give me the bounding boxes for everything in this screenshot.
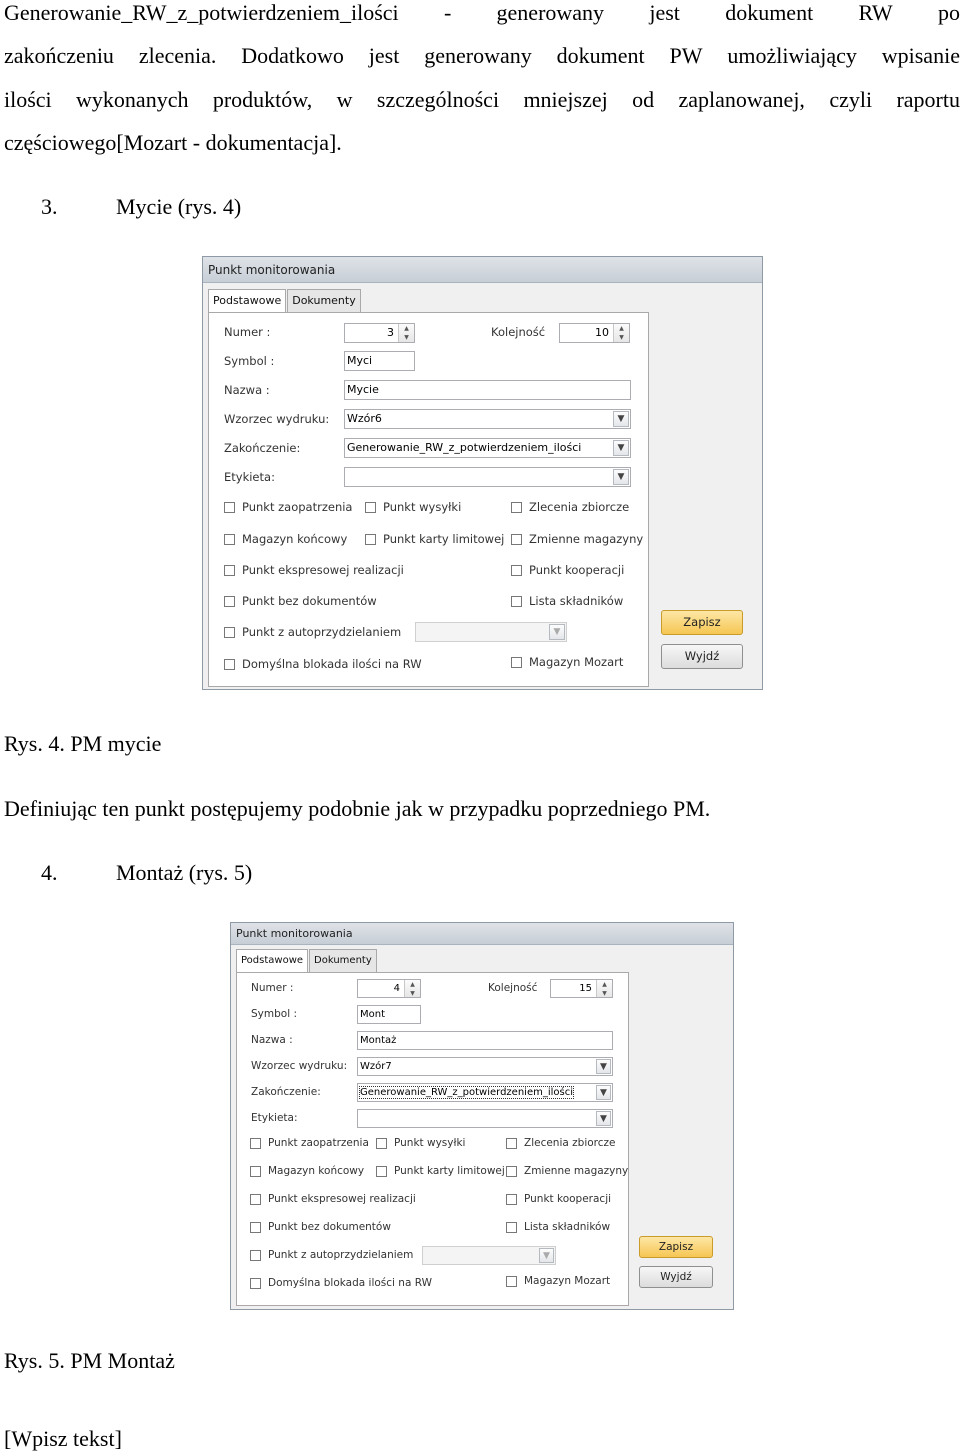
chevron-down-icon[interactable]: ▼: [596, 1111, 611, 1126]
label-etykieta: Etykieta:: [224, 470, 275, 484]
checkbox-box[interactable]: [224, 502, 235, 513]
word: ilości: [4, 87, 52, 112]
word: jest: [368, 43, 400, 68]
heading-4-number: 4.: [41, 860, 58, 885]
checkbox-box[interactable]: [506, 1138, 517, 1149]
checkbox-box[interactable]: [506, 1276, 517, 1287]
label-nazwa: Nazwa :: [224, 383, 270, 397]
word: Dodatkowo: [241, 43, 344, 68]
checkbox-autoprzydzielanie[interactable]: [224, 625, 401, 639]
word: wykonanych: [76, 87, 189, 112]
checkbox-box[interactable]: [376, 1166, 387, 1177]
label-zakonczenie: Zakończenie:: [251, 1086, 321, 1098]
word: szczególności: [376, 87, 500, 112]
checkbox-autoprzydzielanie[interactable]: [250, 1249, 413, 1261]
word: zaplanowanej,: [678, 87, 805, 112]
heading-4-text: Montaż (rys. 5): [116, 860, 253, 885]
word: jest: [649, 0, 680, 25]
kolejnosc-value: 10: [595, 326, 609, 339]
dialog-mycie: [202, 256, 763, 690]
word: czyli: [829, 87, 873, 112]
checkbox-domyslna-blokada[interactable]: [250, 1277, 432, 1289]
chevron-down-icon[interactable]: ▼: [613, 469, 629, 485]
autoprzydzielanie-select: [415, 622, 567, 642]
word: RW: [858, 0, 893, 25]
checkbox-punkt-zaopatrzenia[interactable]: [224, 500, 352, 514]
kolejnosc-input[interactable]: [559, 323, 630, 343]
checkbox-box[interactable]: [224, 565, 235, 576]
save-button[interactable]: Zapisz: [639, 1236, 713, 1258]
checkbox-box[interactable]: [365, 534, 376, 545]
checkbox-punkt-wysylki[interactable]: [365, 500, 461, 514]
zakonczenie-value: Generowanie_RW_z_potwierdzeniem_ilości: [360, 1087, 574, 1098]
checkbox-label: Punkt z autoprzydzielaniem: [242, 625, 402, 639]
numer-input[interactable]: [344, 323, 415, 343]
word: Generowanie_RW_z_potwierdzeniem_ilości: [4, 0, 399, 25]
label-symbol: Symbol :: [224, 354, 275, 368]
kolejnosc-spinner[interactable]: ▲ ▼: [596, 980, 612, 997]
checkbox-domyslna-blokada[interactable]: [224, 657, 422, 671]
tab-dokumenty[interactable]: Dokumenty: [287, 289, 360, 312]
checkbox-label: Magazyn Mozart: [524, 1275, 611, 1287]
checkbox-label: Punkt ekspresowej realizacji: [268, 1193, 416, 1205]
dialog-title: Punkt monitorowania: [231, 923, 733, 945]
label-wzorzec: Wzorzec wydruku:: [224, 412, 330, 426]
checkbox-box[interactable]: [506, 1194, 517, 1205]
paragraph-definiujac: Definiując ten punkt postępujemy podobnie jak w przypadku poprzedniego PM.: [4, 796, 711, 821]
checkbox-label: Punkt kooperacji: [529, 563, 625, 577]
checkbox-lista-skladnikow[interactable]: [511, 594, 623, 608]
label-kolejnosc: Kolejność: [488, 982, 538, 994]
dialog-montaz: [230, 922, 734, 1310]
label-nazwa: Nazwa :: [251, 1034, 293, 1046]
word: po: [937, 0, 960, 25]
label-etykieta: Etykieta:: [251, 1112, 298, 1124]
checkbox-label: Magazyn Mozart: [529, 655, 624, 669]
numer-input[interactable]: [357, 979, 421, 998]
caption-rys-4: Rys. 4. PM mycie: [4, 731, 162, 756]
checkbox-box[interactable]: [250, 1194, 261, 1205]
checkbox-label: Punkt ekspresowej realizacji: [242, 563, 404, 577]
zakonczenie-select[interactable]: [344, 438, 631, 458]
label-symbol: Symbol :: [251, 1008, 297, 1020]
heading-3-number: 3.: [41, 194, 58, 219]
checkbox-box[interactable]: [511, 502, 522, 513]
checkbox-box[interactable]: [511, 657, 522, 668]
checkbox-box[interactable]: [224, 659, 235, 670]
checkbox-label: Punkt zaopatrzenia: [242, 500, 353, 514]
checkbox-punkt-wysylki[interactable]: [376, 1137, 465, 1149]
checkbox-ekspresowej[interactable]: [224, 563, 404, 577]
word: dokument: [556, 43, 645, 68]
label-wzorzec: Wzorzec wydruku:: [251, 1060, 348, 1072]
checkbox-box[interactable]: [250, 1138, 261, 1149]
word: PW: [669, 43, 703, 68]
checkbox-kooperacji[interactable]: [506, 1193, 611, 1205]
wzorzec-value: Wzór7: [360, 1061, 392, 1072]
checkbox-box[interactable]: [224, 534, 235, 545]
word: generowany: [424, 43, 532, 68]
word: mniejszej: [523, 87, 608, 112]
checkbox-punkt-karty[interactable]: [376, 1165, 505, 1177]
footer-placeholder: [Wpisz tekst]: [4, 1426, 122, 1451]
exit-button[interactable]: Wyjdź: [661, 644, 743, 669]
chevron-down-icon[interactable]: ▼: [596, 1059, 611, 1074]
paragraph-line-4: częściowego[Mozart - dokumentacja].: [4, 130, 342, 155]
zakonczenie-select[interactable]: [357, 1083, 613, 1102]
label-numer: Numer :: [251, 982, 294, 994]
checkbox-label: Punkt kooperacji: [524, 1193, 612, 1205]
tab-dokumenty[interactable]: Dokumenty: [309, 949, 377, 972]
checkbox-label: Punkt bez dokumentów: [268, 1221, 391, 1233]
wzorzec-select[interactable]: [344, 409, 631, 429]
checkbox-zmienne-magazyny[interactable]: [506, 1165, 628, 1177]
checkbox-box[interactable]: [511, 565, 522, 576]
numer-spinner[interactable]: ▲ ▼: [404, 980, 420, 997]
autoprzydzielanie-select: [422, 1246, 556, 1265]
zakonczenie-value: Generowanie_RW_z_potwierdzeniem_ilości: [347, 441, 582, 454]
checkbox-punkt-karty[interactable]: [365, 532, 504, 546]
checkbox-label: Zlecenia zbiorcze: [524, 1137, 616, 1149]
word: -: [443, 0, 452, 25]
caption-rys-5: Rys. 5. PM Montaż: [4, 1348, 175, 1373]
kolejnosc-value: 15: [579, 983, 592, 994]
symbol-input[interactable]: Mont: [357, 1005, 421, 1024]
checkbox-kooperacji[interactable]: [511, 563, 624, 577]
word: umożliwiający: [727, 43, 857, 68]
checkbox-ekspresowej[interactable]: [250, 1193, 416, 1205]
checkbox-box[interactable]: [511, 534, 522, 545]
checkbox-label: Punkt wysyłki: [394, 1137, 466, 1149]
etykieta-select[interactable]: [344, 467, 631, 487]
chevron-down-icon: ▼: [539, 1248, 554, 1263]
word: raportu: [896, 87, 960, 112]
numer-value: 3: [387, 326, 394, 339]
heading-3-text: Mycie (rys. 4): [116, 194, 242, 219]
nazwa-input[interactable]: Mycie: [344, 380, 631, 400]
word: generowany: [496, 0, 605, 25]
checkbox-box[interactable]: [250, 1222, 261, 1233]
label-kolejnosc: Kolejność: [491, 325, 546, 339]
symbol-input[interactable]: Myci: [344, 351, 415, 371]
checkbox-label: Lista składników: [524, 1221, 611, 1233]
wzorzec-value: Wzór6: [347, 412, 382, 425]
chevron-down-icon[interactable]: ▼: [613, 440, 629, 456]
checkbox-label: Domyślna blokada ilości na RW: [268, 1277, 432, 1289]
tab-strip: [236, 949, 378, 973]
checkbox-label: Lista składników: [529, 594, 624, 608]
checkbox-box[interactable]: [224, 596, 235, 607]
checkbox-box[interactable]: [250, 1278, 261, 1289]
label-zakonczenie: Zakończenie:: [224, 441, 301, 455]
tab-podstawowe[interactable]: Podstawowe: [208, 289, 286, 314]
word: od: [632, 87, 655, 112]
checkbox-zmienne-magazyny[interactable]: [511, 532, 643, 546]
checkbox-label: Zmienne magazyny: [529, 532, 644, 546]
checkbox-box[interactable]: [365, 502, 376, 513]
word: produktów,: [212, 87, 313, 112]
checkbox-label: Domyślna blokada ilości na RW: [242, 657, 422, 671]
checkbox-label: Zlecenia zbiorcze: [529, 500, 630, 514]
checkbox-label: Punkt wysyłki: [383, 500, 462, 514]
checkbox-box[interactable]: [376, 1138, 387, 1149]
kolejnosc-spinner[interactable]: ▲ ▼: [613, 324, 629, 342]
nazwa-input[interactable]: Montaż: [357, 1031, 613, 1050]
checkbox-label: Punkt karty limitowej: [394, 1165, 505, 1177]
word: zlecenia.: [138, 43, 217, 68]
checkbox-box[interactable]: [506, 1166, 517, 1177]
checkbox-box[interactable]: [250, 1166, 261, 1177]
paragraph-line-2: [4, 43, 960, 69]
numer-spinner[interactable]: ▲ ▼: [398, 324, 414, 342]
word: wpisanie: [881, 43, 960, 68]
form-panel: [208, 312, 649, 687]
tab-strip: [208, 289, 362, 313]
exit-button[interactable]: Wyjdź: [639, 1266, 713, 1288]
form-panel: [236, 972, 629, 1306]
word: dokument: [725, 0, 814, 25]
chevron-down-icon: ▼: [549, 624, 565, 640]
etykieta-select[interactable]: [357, 1109, 613, 1128]
checkbox-magazyn-koncowy[interactable]: [224, 532, 347, 546]
wzorzec-select[interactable]: [357, 1057, 613, 1076]
paragraph-line-3: [4, 87, 960, 113]
checkbox-box[interactable]: [506, 1222, 517, 1233]
word: zakończeniu: [4, 43, 114, 68]
checkbox-bez-dokumentow[interactable]: [224, 594, 377, 608]
checkbox-magazyn-mozart[interactable]: [511, 655, 623, 669]
checkbox-box[interactable]: [250, 1250, 261, 1261]
checkbox-zlecenia-zbiorcze[interactable]: [511, 500, 629, 514]
checkbox-label: Punkt bez dokumentów: [242, 594, 377, 608]
kolejnosc-input[interactable]: [550, 979, 613, 998]
checkbox-zlecenia-zbiorcze[interactable]: [506, 1137, 616, 1149]
dialog-title: Punkt monitorowania: [203, 257, 762, 283]
checkbox-label: Punkt z autoprzydzielaniem: [268, 1249, 414, 1261]
tab-podstawowe[interactable]: Podstawowe: [236, 949, 308, 974]
checkbox-box[interactable]: [224, 627, 235, 638]
label-numer: Numer :: [224, 325, 271, 339]
numer-value: 4: [393, 983, 400, 994]
checkbox-label: Magazyn końcowy: [268, 1165, 365, 1177]
checkbox-bez-dokumentow[interactable]: [250, 1221, 391, 1233]
checkbox-lista-skladnikow[interactable]: [506, 1221, 610, 1233]
chevron-down-icon[interactable]: ▼: [613, 411, 629, 427]
checkbox-magazyn-koncowy[interactable]: [250, 1165, 364, 1177]
word: w: [336, 87, 353, 112]
checkbox-label: Magazyn końcowy: [242, 532, 348, 546]
chevron-down-icon[interactable]: ▼: [596, 1085, 611, 1100]
checkbox-label: Zmienne magazyny: [524, 1165, 629, 1177]
checkbox-label: Punkt zaopatrzenia: [268, 1137, 369, 1149]
checkbox-punkt-zaopatrzenia[interactable]: [250, 1137, 369, 1149]
checkbox-magazyn-mozart[interactable]: [506, 1275, 610, 1287]
checkbox-box[interactable]: [511, 596, 522, 607]
paragraph-line-1: [4, 0, 960, 26]
checkbox-label: Punkt karty limitowej: [383, 532, 505, 546]
save-button[interactable]: Zapisz: [661, 610, 743, 635]
